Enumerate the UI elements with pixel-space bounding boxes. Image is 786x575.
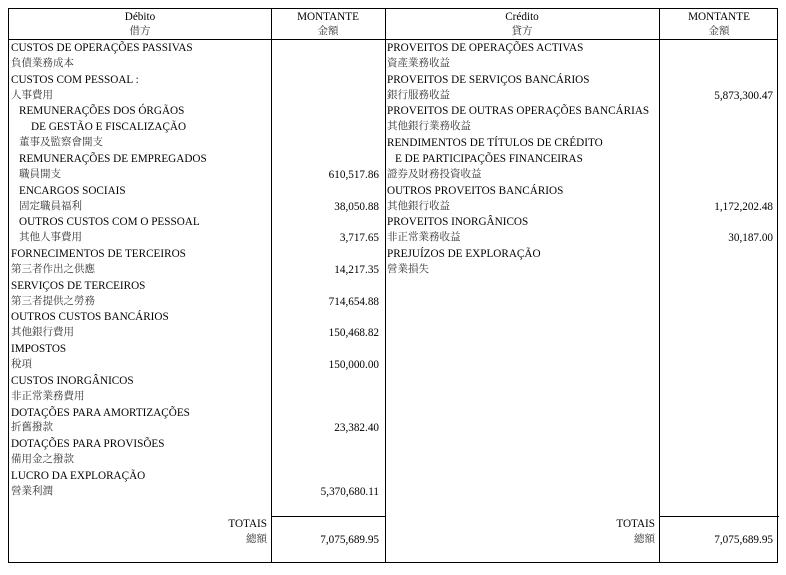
debit-row-amount: 150,468.82 bbox=[328, 327, 379, 340]
credit-totals-label: TOTAIS bbox=[616, 518, 655, 530]
debit-row-label: CUSTOS COM PESSOAL : bbox=[11, 73, 139, 86]
debit-row-amount: 23,382.40 bbox=[334, 422, 379, 435]
debit-row-label: 第三者作出之供應 bbox=[11, 263, 95, 275]
debit-row-amount: 14,217.35 bbox=[334, 263, 379, 276]
debit-header-zh: 借方 bbox=[129, 26, 151, 37]
debit-row-label: 負債業務成本 bbox=[11, 57, 74, 69]
debit-row-amount: 3,717.65 bbox=[339, 232, 379, 245]
credit-row-label: PREJUÍZOS DE EXPLORAÇÃO bbox=[387, 248, 541, 261]
column-divider bbox=[271, 9, 272, 562]
credit-row-label: RENDIMENTOS DE TÍTULOS DE CRÉDITO bbox=[387, 137, 603, 150]
debit-row-label: 非正常業務費用 bbox=[11, 390, 85, 402]
debit-amount-header: MONTANTE bbox=[297, 11, 359, 23]
debit-row-label: OUTROS CUSTOS BANCÁRIOS bbox=[11, 311, 169, 324]
debit-header: Débito bbox=[124, 11, 156, 23]
debit-amount-header-zh: 金額 bbox=[317, 26, 339, 37]
debit-row-label: REMUNERAÇÕES DE EMPREGADOS bbox=[19, 152, 207, 165]
debit-row-label: DOTAÇÕES PARA PROVISÕES bbox=[11, 438, 165, 451]
debit-row-label: 第三者提供之勞務 bbox=[11, 295, 95, 307]
column-divider bbox=[385, 9, 386, 562]
profit-loss-table bbox=[8, 8, 778, 563]
debit-row-label: 營業利潤 bbox=[11, 485, 53, 497]
debit-row-label: DE GESTÃO E FISCALIZAÇÃO bbox=[31, 121, 187, 134]
credit-header-zh: 貸方 bbox=[511, 26, 533, 37]
debit-row-label: ENCARGOS SOCIAIS bbox=[19, 184, 126, 197]
debit-row-label: 董事及監察會開支 bbox=[19, 137, 103, 149]
credit-row-label: 營業損失 bbox=[387, 263, 429, 275]
debit-row-label: 其他銀行費用 bbox=[11, 327, 74, 339]
credit-header: Crédito bbox=[505, 11, 539, 23]
credit-row-label: PROVEITOS INORGÂNICOS bbox=[387, 216, 529, 229]
debit-row-label: IMPOSTOS bbox=[11, 343, 67, 356]
credit-row-label: PROVEITOS DE SERVIÇOS BANCÁRIOS bbox=[387, 73, 590, 86]
debit-row-label: SERVIÇOS DE TERCEIROS bbox=[11, 279, 146, 292]
debit-row-label: FORNECIMENTOS DE TERCEIROS bbox=[11, 248, 186, 261]
debit-row-label: CUSTOS INORGÂNICOS bbox=[11, 374, 134, 387]
debit-row-label: 固定職員福利 bbox=[19, 200, 82, 212]
credit-row-label: PROVEITOS DE OUTRAS OPERAÇÕES BANCÁRIAS bbox=[387, 105, 650, 118]
debit-row-amount: 150,000.00 bbox=[328, 359, 379, 371]
debit-row-label: REMUNERAÇÕES DOS ÓRGÃOS bbox=[19, 105, 185, 118]
credit-totals-label-zh: 總額 bbox=[634, 534, 655, 545]
credit-row-label: PROVEITOS DE OPERAÇÕES ACTIVAS bbox=[387, 42, 584, 54]
credit-row-amount: 5,873,300.47 bbox=[714, 89, 773, 102]
credit-total-rule bbox=[659, 516, 779, 517]
debit-row-label: 折舊撥款 bbox=[11, 422, 53, 434]
debit-total-amount: 7,075,689.95 bbox=[320, 534, 379, 546]
credit-amount-header: MONTANTE bbox=[688, 11, 750, 23]
credit-row-label: E DE PARTICIPAÇÕES FINANCEIRAS bbox=[395, 152, 583, 165]
credit-row-amount: 30,187.00 bbox=[728, 232, 773, 245]
credit-row-label: OUTROS PROVEITOS BANCÁRIOS bbox=[387, 184, 564, 197]
credit-row-label: 其他銀行收益 bbox=[387, 200, 450, 212]
credit-row-label: 證券及財務投資收益 bbox=[387, 168, 482, 180]
debit-row-label: OUTROS CUSTOS COM O PESSOAL bbox=[19, 216, 200, 229]
debit-row-label: 稅項 bbox=[11, 359, 32, 370]
debit-total-rule bbox=[271, 516, 385, 517]
credit-total-amount: 7,075,689.95 bbox=[714, 534, 773, 546]
credit-row-label: 資產業務收益 bbox=[387, 57, 450, 69]
debit-row-label: 職員開支 bbox=[19, 168, 61, 180]
debit-row-label: DOTAÇÕES PARA AMORTIZAÇÕES bbox=[11, 406, 190, 419]
credit-row-label: 銀行服務收益 bbox=[387, 89, 450, 101]
debit-totals-label-zh: 總額 bbox=[246, 534, 267, 545]
debit-row-label: 其他人事費用 bbox=[19, 232, 82, 244]
debit-row-amount: 714,654.88 bbox=[328, 295, 379, 308]
debit-row-label: 人事費用 bbox=[11, 89, 53, 101]
header-divider bbox=[9, 39, 777, 40]
credit-amount-header-zh: 金額 bbox=[708, 26, 730, 37]
debit-row-amount: 38,050.88 bbox=[334, 200, 379, 213]
credit-row-amount: 1,172,202.48 bbox=[714, 200, 773, 213]
debit-row-label: CUSTOS DE OPERAÇÕES PASSIVAS bbox=[11, 42, 193, 54]
credit-row-label: 其他銀行業務收益 bbox=[387, 121, 471, 133]
debit-row-amount: 5,370,680.11 bbox=[320, 485, 379, 498]
debit-row-amount: 610,517.86 bbox=[328, 168, 379, 181]
debit-totals-label: TOTAIS bbox=[228, 518, 267, 530]
credit-row-label: 非正常業務收益 bbox=[387, 232, 461, 244]
debit-row-label: LUCRO DA EXPLORAÇÃO bbox=[11, 469, 146, 482]
debit-row-label: 備用金之撥款 bbox=[11, 454, 74, 466]
